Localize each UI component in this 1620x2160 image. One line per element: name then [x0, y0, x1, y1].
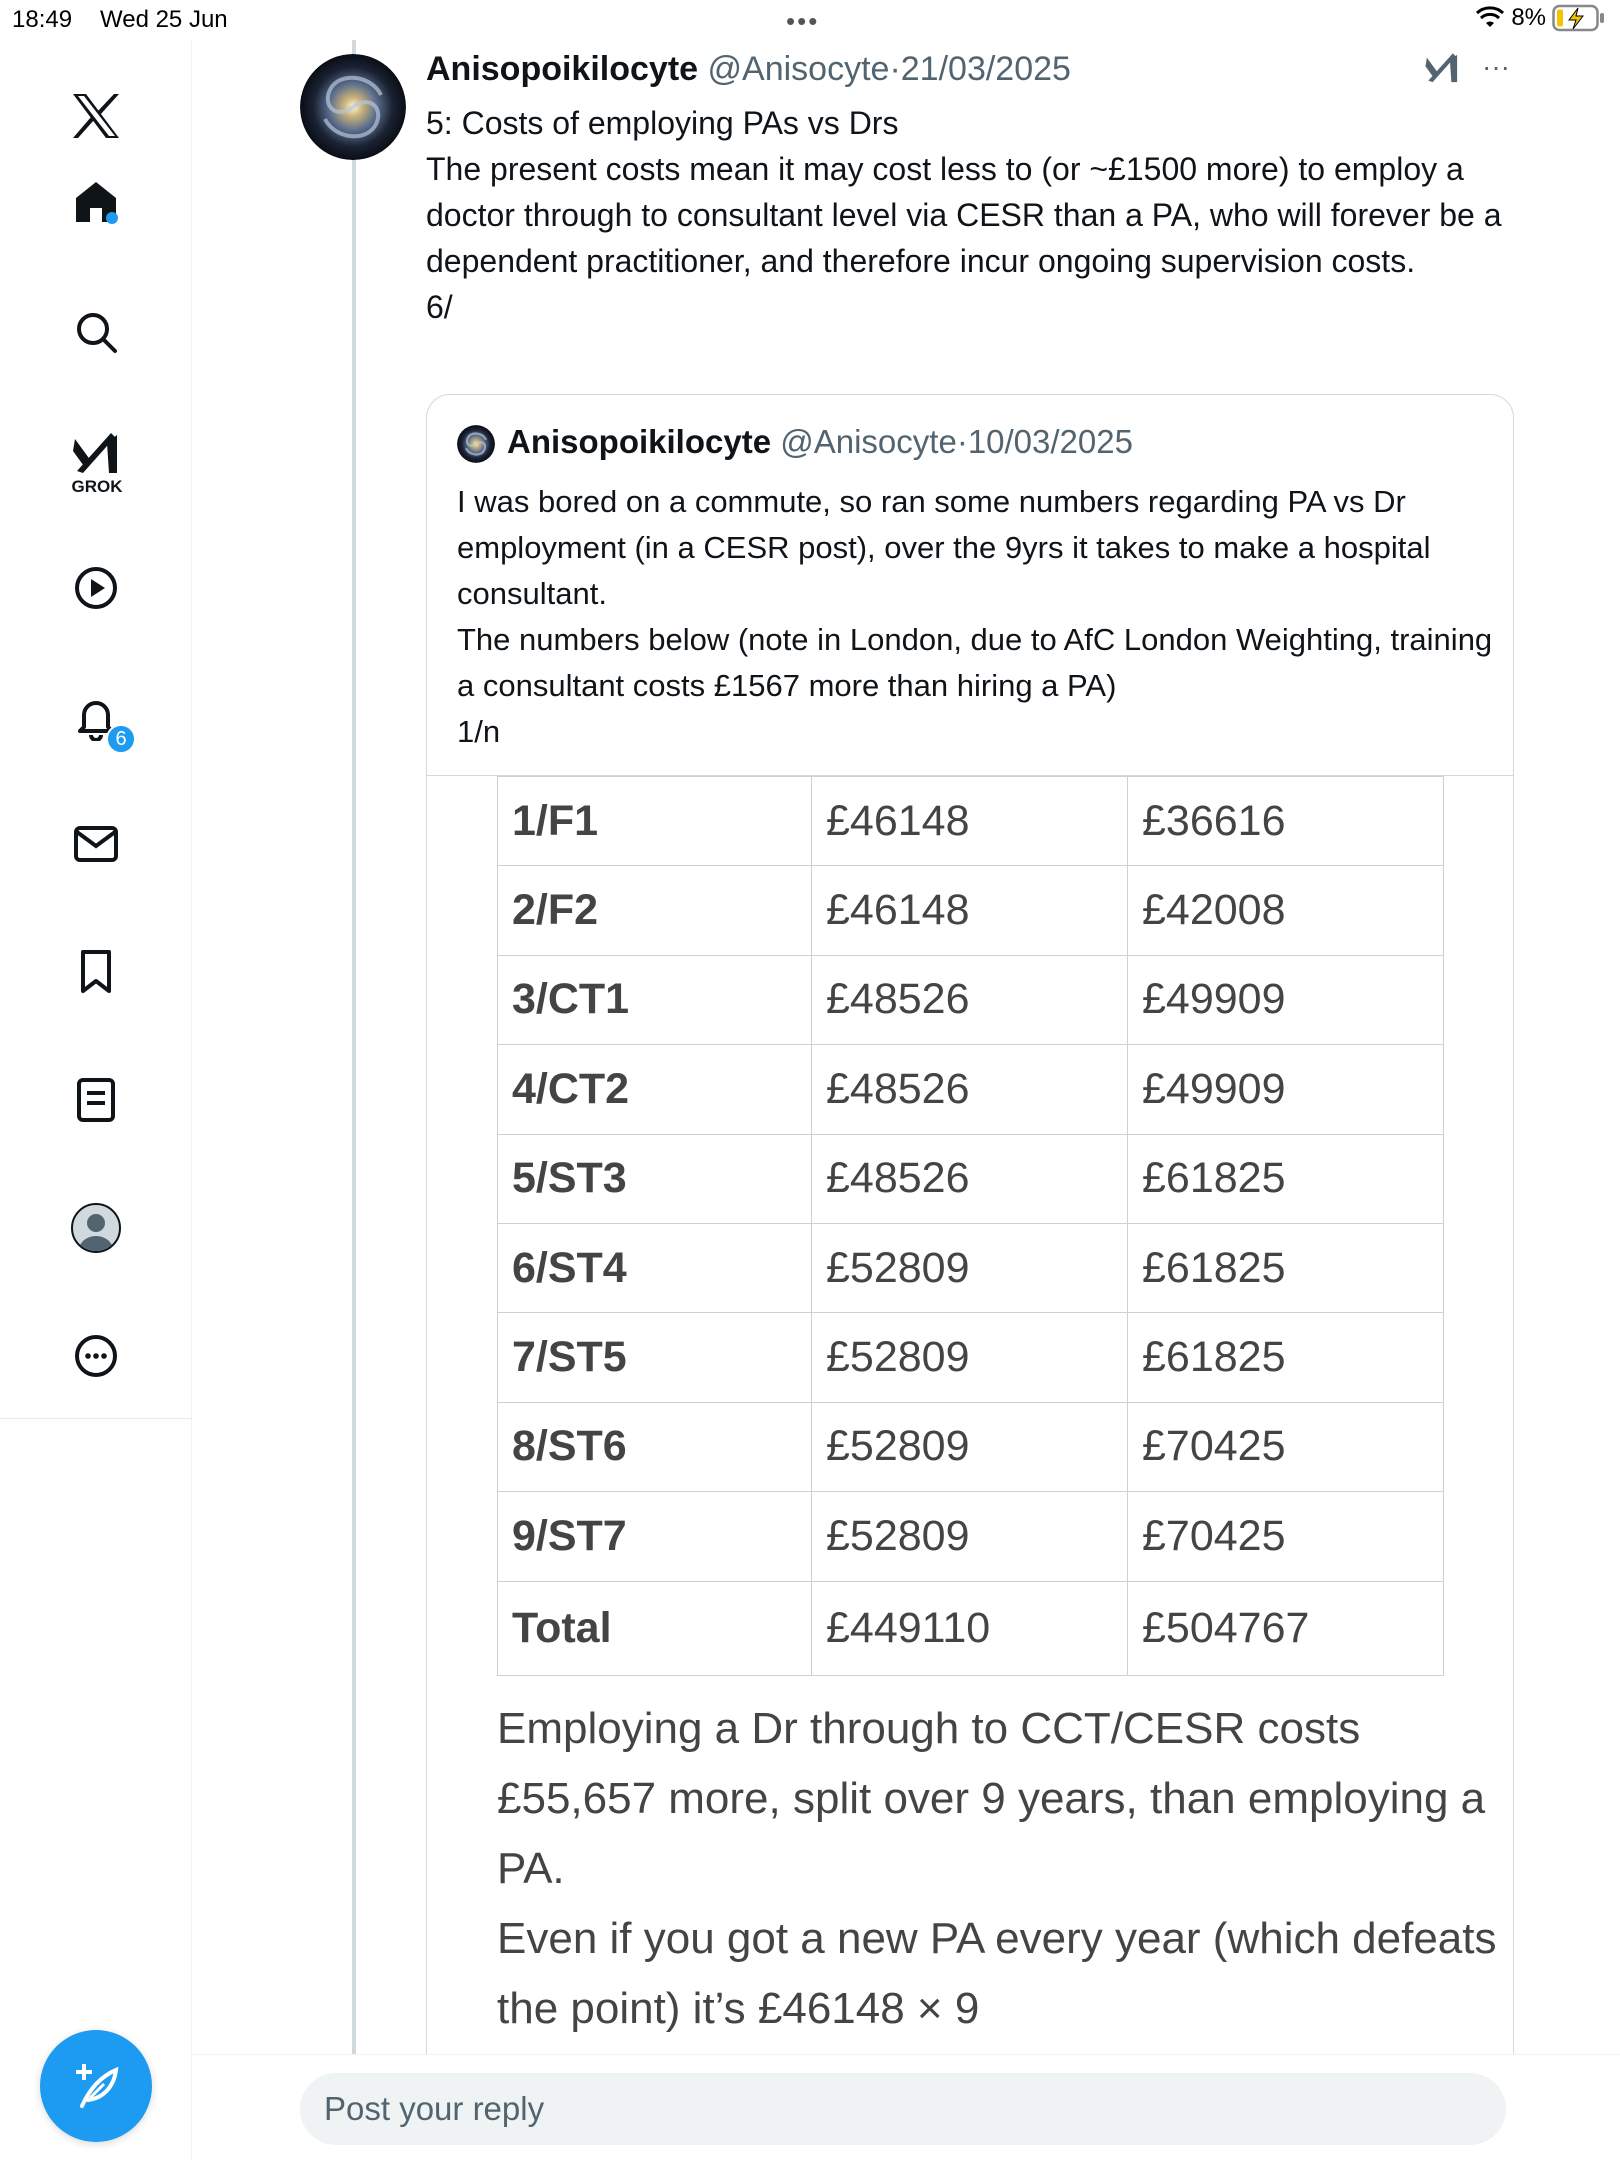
compose-post-button[interactable] [40, 2030, 152, 2142]
table-row [498, 777, 1444, 866]
table-cell: 6/ST4 [498, 1223, 812, 1312]
battery-charging-icon [1552, 4, 1606, 32]
multitasking-dots-icon[interactable]: ••• [786, 6, 820, 36]
table-cell: £61825 [1128, 1223, 1444, 1312]
list-icon[interactable] [68, 1072, 124, 1128]
quoted-header [507, 423, 1133, 461]
quoted-date: 10/03/2025 [967, 423, 1133, 460]
reply-input[interactable]: Post your reply [300, 2073, 1506, 2145]
table-cell: £52809 [812, 1492, 1128, 1581]
tweet-line: 6/ [426, 289, 453, 325]
tweet-actions [1424, 50, 1510, 84]
home-unread-dot [106, 212, 118, 224]
wifi-icon [1475, 6, 1505, 30]
quoted-line: 1/n [457, 714, 501, 749]
table-cell: 7/ST5 [498, 1313, 812, 1402]
table-cell: £48526 [812, 1045, 1128, 1134]
table-row [498, 1045, 1444, 1134]
table-cell: £49909 [1128, 1045, 1444, 1134]
table-cell: £48526 [812, 1134, 1128, 1223]
cost-table [497, 776, 1444, 1676]
search-icon[interactable] [68, 304, 124, 360]
author-handle[interactable]: @Anisocyte [707, 50, 890, 88]
feather-plus-icon [68, 2058, 124, 2114]
grok-icon[interactable] [1424, 50, 1460, 84]
table-cell: 2/F2 [498, 866, 812, 955]
mail-icon[interactable] [68, 816, 124, 872]
more-options-icon[interactable]: ··· [1482, 51, 1510, 82]
tweet-text [426, 100, 1506, 330]
table-cell: 9/ST7 [498, 1492, 812, 1581]
table-cell: £52809 [812, 1402, 1128, 1491]
table-cell: £36616 [1128, 777, 1444, 866]
status-bar [0, 0, 1620, 40]
table-cell: £48526 [812, 955, 1128, 1044]
table-row [498, 955, 1444, 1044]
grok-icon[interactable] [68, 424, 124, 480]
table-row [498, 1223, 1444, 1312]
profile-icon[interactable] [68, 1200, 124, 1256]
sidebar-divider [0, 1418, 192, 1419]
table-cell: £46148 [812, 866, 1128, 955]
bookmark-icon[interactable] [68, 944, 124, 1000]
table-row [498, 1313, 1444, 1402]
avatar[interactable] [300, 54, 406, 160]
table-row [498, 866, 1444, 955]
status-time: 18:49 [12, 6, 73, 33]
quoted-avatar [457, 425, 495, 463]
table-cell: £52809 [812, 1223, 1128, 1312]
x-logo-icon[interactable] [68, 88, 124, 144]
tweet-line: 5: Costs of employing PAs vs Drs [426, 105, 899, 141]
reply-bar [192, 2054, 1620, 2160]
quoted-line: I was bored on a commute, so ran some numbers regarding PA vs Dr employment (in a CESR post), over the 9yrs it takes to make a hospital consultant. [457, 484, 1431, 611]
quoted-separator: · [956, 423, 968, 460]
image-caption-text [497, 1694, 1497, 2044]
more-icon[interactable] [68, 1328, 124, 1384]
table-cell: £52809 [812, 1313, 1128, 1402]
author-name[interactable]: Anisopoikilocyte [426, 50, 699, 88]
battery-percent: 8% [1511, 4, 1546, 31]
tweet-header [426, 50, 1071, 89]
table-cell: 3/CT1 [498, 955, 812, 1044]
table-cell: £46148 [812, 777, 1128, 866]
table-cell: £61825 [1128, 1134, 1444, 1223]
caption-line: Even if you got a new PA every year (which defeats the point) it’s £46148 × 9 [497, 1914, 1497, 2033]
grok-label: GROK [71, 477, 123, 496]
table-cell: £49909 [1128, 955, 1444, 1044]
table-cell: 1/F1 [498, 777, 812, 866]
table-row [498, 1134, 1444, 1223]
table-cell: £61825 [1128, 1313, 1444, 1402]
table-cell: £70425 [1128, 1402, 1444, 1491]
table-cell: £449110 [812, 1581, 1128, 1675]
table-row [498, 1402, 1444, 1491]
table-cell: 5/ST3 [498, 1134, 812, 1223]
tweet-date[interactable]: 21/03/2025 [900, 50, 1071, 88]
status-indicators [1475, 4, 1606, 32]
table-row [498, 1492, 1444, 1581]
quoted-line: The numbers below (note in London, due to AfC London Weighting, training a consultant costs £1567 more than hiring a PA) [457, 622, 1493, 703]
header-separator: · [889, 50, 901, 88]
notification-badge: 6 [106, 724, 136, 754]
quoted-author-handle: @Anisocyte [780, 423, 957, 460]
video-icon[interactable] [68, 560, 124, 616]
quoted-author-name: Anisopoikilocyte [507, 423, 772, 460]
table-cell: £42008 [1128, 866, 1444, 955]
quoted-text [457, 479, 1497, 755]
sidebar [0, 40, 192, 2160]
tweet-line: The present costs mean it may cost less to (or ~£1500 more) to employ a doctor through to consultant level via CESR than a PA, who will forever be a dependent practitioner, and therefore incur ongoing supervision costs. [426, 151, 1502, 279]
table-cell: £70425 [1128, 1492, 1444, 1581]
table-cell: Total [498, 1581, 812, 1675]
table-cell: 8/ST6 [498, 1402, 812, 1491]
quoted-image[interactable] [427, 775, 1514, 2094]
caption-line: Employing a Dr through to CCT/CESR costs £55,657 more, split over 9 years, than employing a PA. [497, 1704, 1486, 1893]
status-date: Wed 25 Jun [100, 6, 228, 33]
table-cell: £504767 [1128, 1581, 1444, 1675]
thread-connector-line [352, 40, 356, 2060]
table-cell: 4/CT2 [498, 1045, 812, 1134]
table-total-row [498, 1581, 1444, 1675]
quoted-post[interactable] [426, 394, 1514, 2094]
